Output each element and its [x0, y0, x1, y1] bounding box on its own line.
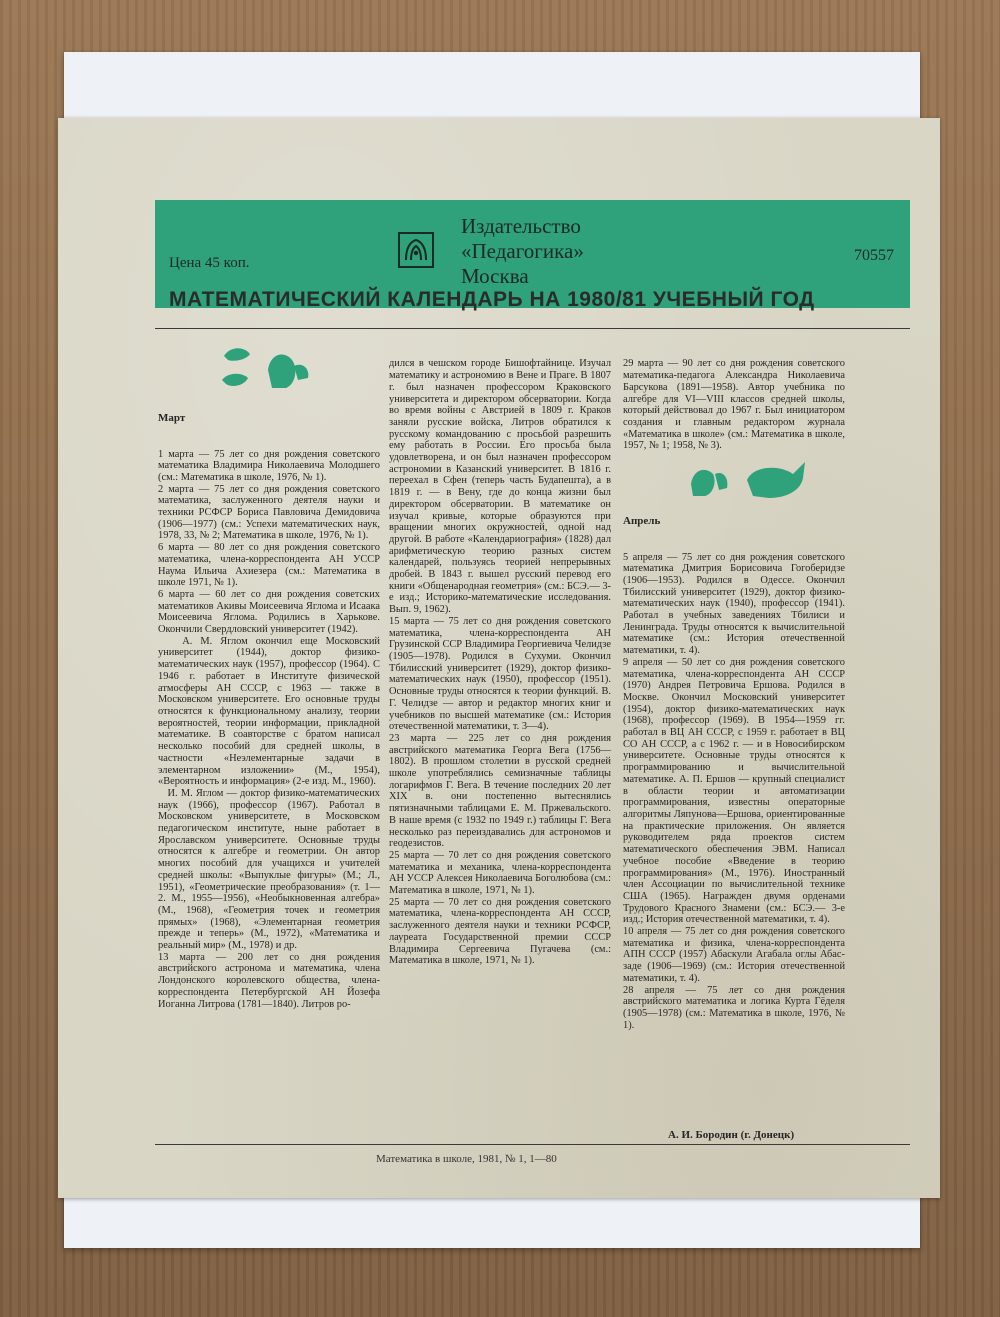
page-title: МАТЕМАТИЧЕСКИЙ КАЛЕНДАРЬ НА 1980/81 УЧЕБНЫЙ ГОД: [169, 288, 815, 311]
publisher-line-2: «Педагогика»: [461, 239, 584, 263]
column-1-text: 1 марта — 75 лет со дня рождения советского математика Владимира Николаевича Молодшего (см.: Математика в школе, 1976, № 1). 2 марта — 75 лет со дня рождения советского математика, заслуженного деятеля науки и техники РСФСР Бориса Павловича Демидовича (1906—1977) (см.: Успехи математических наук, 1978, 33, № 2; Математика в школе, 1976, № 1). 6 марта — 80 лет со дня рождения советского математика, члена-корреспондента АН УССР Наума Ильича Ахиезера (см.: Математика в школе 1971, № 1). 6 марта — 60 лет со дня рождения советских математиков Акивы Моисеевича Яглома и Исаака Моисеевича Яглома. Родились в Харькове. Окончили Свердловский университет (1942). А. М. Яглом окончил еще Московский университет (1944), доктор физико-математических наук (1957), профессор (1964). С 1946 г. работает в Институте физической атмосферы АН СССР, с 1963 — также в Московском университете. Его основные труды относятся к функциональному анализу, теории вероятностей, теории информации, прикладной математике. В соавторстве с братом написал несколько пособий для средней школы, в частности «Неэлементарные задачи в элементарном изложении» (М., 1954), «Вероятность и информация» (2-е изд. М., 1960). И. М. Яглом — доктор физико-математических наук (1966), профессор (1967). Работал в Московском университете, в Московском педагогическом институте, ныне работает в Ярославском университете. Основные труды относятся к алгебре и геометрии. Он автор многих пособий для учащихся и учителей средней школы: «Выпуклые фигуры» (М.; Л., 1951), «Геометрические преобразования» (т. 1—2. М., 1955—1956), «Необыкновенная алгебра» (М., 1968), «Геометрия точек и геометрия прямых» (1968), «Элементарная геометрия прежде и теперь» (М., 1972), «Математика и реальный мир» (М., 1978) и др. 13 марта — 200 лет со дня рождения австрийского астронома и математика, члена Лондонского королевского общества, члена-корреспондента Петербургской АН Йозефа Иоганна Литрова (1781—1840). Литров ро-: [158, 448, 380, 1010]
author-signature: А. И. Бородин (г. Донецк): [668, 1129, 795, 1141]
section-march-heading: Март: [158, 412, 186, 425]
price-label: Цена 45 коп.: [169, 255, 250, 271]
magazine-page: [58, 118, 940, 1198]
column-2-text: дился в чешском городе Бишофтайнице. Изучал математику и астрономию в Вене и Праге. В 1807 г. был назначен профессором Краковского университета и директором обсерватории. Когда во время войны с Австрией в 1809 г. Краков заняли русские войска, Литров обратился к русскому командованию с просьбой разрешить ему работать в России. Его просьба была удовлетворена, и он был назначен профессором астрономии в Казанский университет. В 1816 г. переехал в Сфен (теперь часть Будапешта), а в 1819 г. — в Вену, где до конца жизни был директором обсерватории. В математике он изучал кривые, которые образуются при вращении многих окружностей, одной над другой. В работе «Календариография» (1828) дал арифметическую теорию разных систем календарей, пользуясь теорией непрерывных дробей. В 1843 г. вышел русский перевод его книги «Общенародная геометрия» (см.: БСЭ.— 3-е изд.; Историко-математические исследования. Вып. 9, 1962). 15 марта — 75 лет со дня рождения советского математика, члена-корреспондента АН Грузинской ССР Владимира Георгиевича Челидзе (1905—1978). Родился в Сухуми. Окончил Тбилисский университет (1929), доктор физико-математических наук (1950), профессор (1951). Основные труды относятся к теории функций. В. Г. Челидзе — автор и редактор многих книг и учебников по высшей математике (см.: История отечественной математики, т. 3—4). 23 марта — 225 лет со дня рождения австрийского математика Георга Вега (1756—1802). В прошлом столетии в русской средней школе употреблялись семизначные таблицы логарифмов Г. Вега. В течение последних 20 лет XIX в. они постепенно вытеснялись пятизначными таблицами Е. М. Пржевальского. В наше время (с 1932 по 1949 г.) таблицы Г. Вега несколько раз переиздавались для астрономов и геодезистов. 25 марта — 70 лет со дня рождения советского математика и механика, члена-корреспондента АН УССР Алексея Николаевича Боголюбова (см.: Математика в школе, 1971, № 1). 25 марта — 70 лет со дня рождения советского математика, члена-корреспондента АН СССР, заслуженного деятеля науки и техники РСФСР, лауреата Государственной премии СССР Владимира Сергеевича Пугачева (см.: Математика в школе, 1971, № 1).: [389, 358, 611, 967]
section-april-heading: Апрель: [623, 515, 661, 528]
column-3-text: 5 апреля — 75 лет со дня рождения советского математика Дмитрия Борисовича Гогоберидзе (1906—1953). Родился в Одессе. Окончил Тбилисский университет (1929), доктор физико-математических наук (1940), профессор (1941). Работал в учебных заведениях Тбилиси и Ленинграда. Труды относятся к вычислительной математике (см.: История отечественной математики, т. 4). 9 апреля — 50 лет со дня рождения советского математика, члена-корреспондента АН СССР (1970) Андрея Петровича Ершова. Родился в Москве. Окончил Московский университет (1954), доктор физико-математических наук (1968), профессор (1969). В 1954—1959 гг. работал в ВЦ АН СССР, с 1959 г. работает в ВЦ СО АН СССР, а с 1962 г. — и в Новосибирском университете. Основные труды относятся к программированию и вычислительной математике. А. П. Ершов — крупный специалист в области теории и автоматизации программирования, известны операторные алгоритмы Ляпунова—Ершова, ориентированные на практические приложения. Он является руководителем ряда проектов систем математического обеспечения ЭВМ. Написал учебное пособие «Введение в теорию программирования» (М., 1976). Иностранный член Ассоциации по вычислительной технике США (1965). Награжден двумя орденами Трудового Красного Знамени (см.: БСЭ.— 3-е изд.; История отечественной математики, т. 4). 10 апреля — 75 лет со дня рождения советского математика и физика, члена-корреспондента АПН СССР (1957) Абаскули Агабала оглы Абас-заде (1906—1969) (см.: История отечественной математики, т. 4). 28 апреля — 75 лет со дня рождения австрийского математика и логика Курта Гёделя (1905—1978) (см.: Математика в школе, 1976, № 1).: [623, 551, 845, 1031]
title-rule: [155, 328, 910, 329]
column-2: [389, 335, 611, 1155]
column-3-top-text: 29 марта — 90 лет со дня рождения советского математика-педагога Александра Николаевича Барсукова (1891—1958). Автор учебника по алгебре для VI—VIII классов средней школы, который действовал до 1967 г. Был инициатором создания и главным редактором журнала «Математика в школе» (см.: Математика в школе, 1957, № 1; 1958, № 3).: [623, 358, 848, 452]
publisher-logo-icon: [398, 232, 434, 268]
index-code: 70557: [854, 247, 894, 264]
column-3: [623, 493, 845, 1203]
column-1: [158, 390, 380, 1182]
publisher-line-1: Издательство: [461, 214, 581, 238]
page-footer: Математика в школе, 1981, № 1, 1—80: [376, 1153, 557, 1165]
publisher-name: [461, 214, 584, 289]
publisher-line-3: Москва: [461, 264, 529, 288]
